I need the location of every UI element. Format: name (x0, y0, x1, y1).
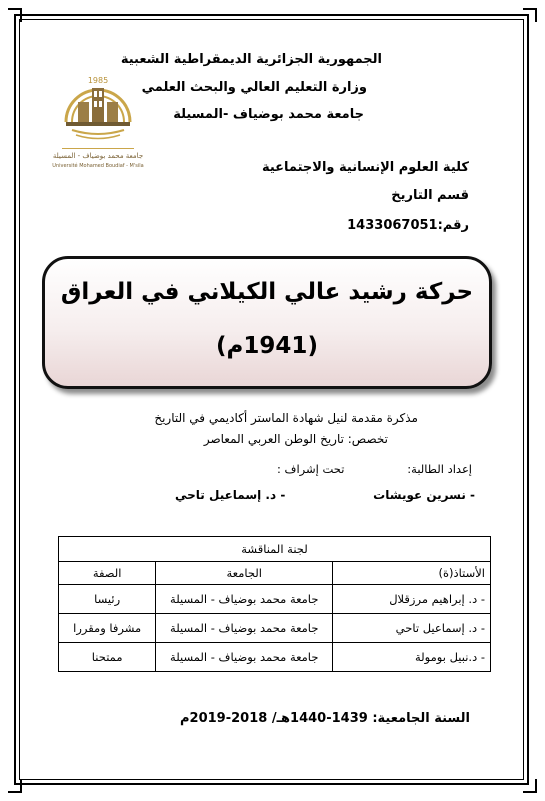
table-row (59, 643, 491, 672)
ministry-heading: وزارة التعليم العالي والبحث العلمي (141, 80, 367, 95)
supervisor-label: تحت إشراف : (277, 462, 345, 476)
jury-member-university: جامعة محمد بوضياف - المسيلة (156, 614, 333, 643)
memo-description: مذكرة مقدمة لنيل شهادة الماستر أكاديمي في التاريخ (154, 411, 418, 425)
jury-member-name: - د. إبراهيم مرزقلال (333, 585, 491, 614)
department-label: قسم التاريخ (391, 188, 469, 203)
prepared-by-label: إعداد الطالبة: (407, 462, 472, 476)
jury-header-role: الصفة (59, 562, 156, 585)
thesis-title-year: (1941م) (216, 333, 318, 359)
corner-ornament (523, 8, 537, 22)
table-row (59, 614, 491, 643)
title-box (42, 256, 492, 389)
specialization: تخصص: تاريخ الوطن العربي المعاصر (203, 432, 388, 446)
corner-ornament (8, 8, 22, 22)
jury-member-name: - د. إسماعيل تاحي (333, 614, 491, 643)
jury-member-university: جامعة محمد بوضياف - المسيلة (156, 585, 333, 614)
university-logo (52, 64, 144, 176)
jury-header-university: الجامعة (156, 562, 333, 585)
faculty-label: كلية العلوم الإنسانية والاجتماعية (261, 160, 469, 175)
jury-member-role: مشرفا ومقررا (59, 614, 156, 643)
academic-year: السنة الجامعية: 1439-1440هـ/ 2018-2019م (180, 711, 470, 726)
corner-ornament (523, 779, 537, 793)
corner-ornament (8, 779, 22, 793)
jury-member-name: - د.نبيل بومولة (333, 643, 491, 672)
jury-table (58, 536, 491, 672)
jury-caption: لجنة المناقشة (59, 537, 491, 562)
supervisor-name: - د. إسماعيل تاحي (175, 488, 286, 502)
thesis-title: حركة رشيد عالي الكيلاني في العراق (60, 279, 474, 305)
republic-heading: الجمهورية الجزائرية الديمقراطية الشعبية (120, 52, 382, 67)
logo-arabic-name: جامعة محمد بوضياف - المسيلة (52, 152, 144, 160)
registration-number: رقم:1433067051 (347, 218, 469, 233)
jury-member-role: رئيسا (59, 585, 156, 614)
jury-header-professor: الأستاذ(ة) (333, 562, 491, 585)
logo-french-name: Université Mohamed Boudiaf - M'sila (52, 163, 144, 169)
jury-member-university: جامعة محمد بوضياف - المسيلة (156, 643, 333, 672)
table-row (59, 585, 491, 614)
student-name: - نسرين عويشات (373, 488, 475, 502)
jury-member-role: ممتحنا (59, 643, 156, 672)
logo-year: 1985 (87, 76, 109, 85)
university-heading: جامعة محمد بوضياف -المسيلة (173, 107, 364, 122)
